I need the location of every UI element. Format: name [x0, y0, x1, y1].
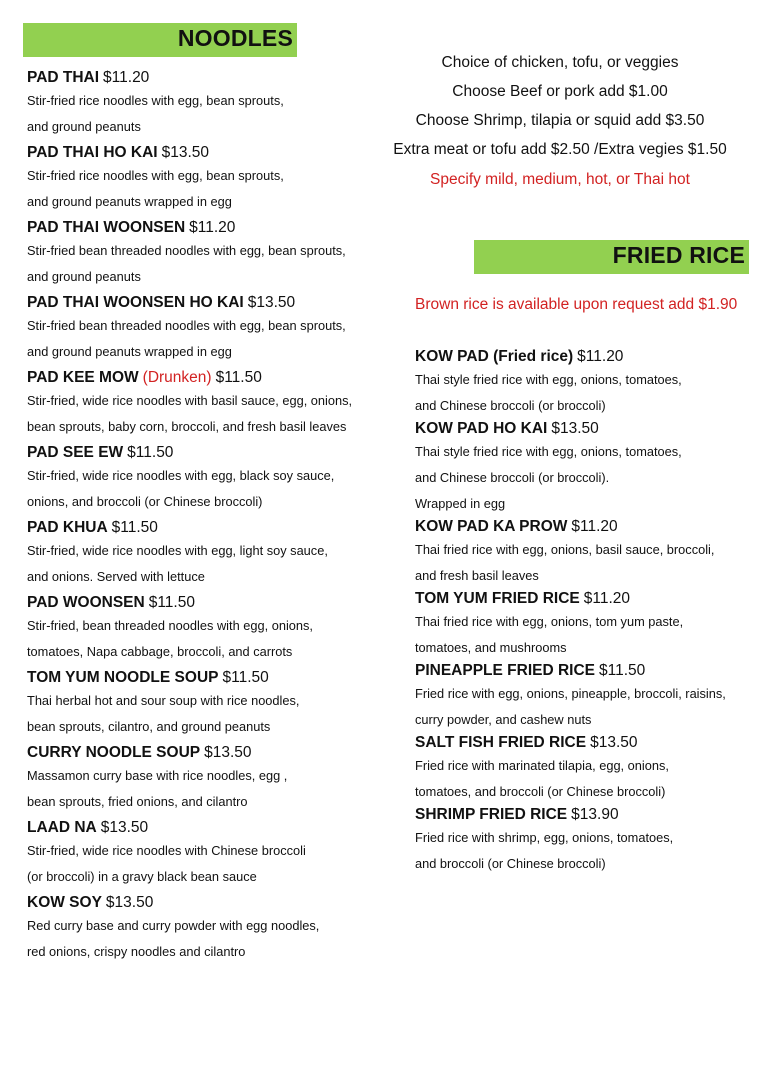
noodles-banner — [23, 23, 297, 57]
menu-item — [27, 668, 387, 740]
menu-item — [27, 818, 387, 890]
menu-item — [27, 893, 387, 965]
menu-item-price: $13.50 — [551, 420, 599, 437]
menu-item-description: Red curry base and curry powder with egg noodles, — [27, 918, 320, 933]
menu-item-price: $13.50 — [100, 819, 149, 836]
menu-item-description: curry powder, and cashew nuts — [415, 712, 592, 727]
menu-item-price: $11.20 — [103, 69, 150, 86]
menu-item-price: $11.50 — [222, 669, 269, 686]
menu-item-price: $11.20 — [583, 590, 631, 607]
menu-item-price: $13.50 — [590, 734, 638, 751]
menu-item-name: KOW PAD HO KAI — [415, 420, 548, 437]
menu-item — [27, 368, 387, 440]
menu-item-description: Stir-fried rice noodles with egg, bean sprouts, — [27, 168, 284, 183]
menu-item-description: Stir-fried, wide rice noodles with egg, black soy sauce, — [27, 468, 335, 483]
menu-item-title — [27, 593, 387, 613]
menu-item-description: Stir-fried bean threaded noodles with egg, bean sprouts, — [27, 243, 346, 258]
menu-item — [415, 517, 765, 589]
menu-item — [27, 218, 387, 290]
menu-item-description: Thai fried rice with egg, onions, tom yum paste, — [415, 614, 684, 629]
menu-item-description: tomatoes, Napa cabbage, broccoli, and carrots — [27, 644, 293, 659]
menu-item-description: and ground peanuts wrapped in egg — [27, 194, 232, 209]
menu-item-name: PAD WOONSEN — [27, 594, 145, 611]
menu-item — [415, 733, 765, 805]
menu-item-description: Stir-fried bean threaded noodles with egg, bean sprouts, — [27, 318, 346, 333]
fried-rice-banner — [474, 240, 749, 274]
menu-item-description: onions, and broccoli (or Chinese broccoli) — [27, 494, 263, 509]
menu-item-description: Thai style fried rice with egg, onions, tomatoes, — [415, 372, 682, 387]
menu-item-price: $13.90 — [571, 806, 619, 823]
menu-item — [415, 661, 765, 733]
menu-item-description: tomatoes, and broccoli (or Chinese broccoli) — [415, 784, 666, 799]
menu-item-price: $13.50 — [204, 744, 252, 761]
menu-item-price: $11.20 — [577, 348, 624, 365]
menu-item-name: PINEAPPLE FRIED RICE — [415, 662, 595, 679]
menu-item-name: SHRIMP FRIED RICE — [415, 806, 568, 823]
menu-item-description: (or broccoli) in a gravy black bean sauce — [27, 869, 257, 884]
menu-item-title — [27, 518, 387, 538]
menu-item-name: PAD SEE EW — [27, 444, 124, 461]
menu-item-description: Stir-fried, wide rice noodles with basil sauce, egg, onions, — [27, 393, 353, 408]
option-line-2: Choose Beef or pork add $1.00 — [452, 83, 668, 100]
menu-item-title — [27, 443, 387, 463]
menu-item — [27, 293, 387, 365]
menu-item-price: $11.50 — [111, 519, 158, 536]
menu-item-title — [415, 661, 765, 681]
menu-item-name: PAD THAI — [27, 69, 100, 86]
menu-item-name: KOW PAD (Fried rice) — [415, 348, 574, 365]
menu-item-description: Thai herbal hot and sour soup with rice noodles, — [27, 693, 300, 708]
menu-item — [415, 347, 765, 419]
menu-item-price: $13.50 — [247, 294, 296, 311]
menu-item-title — [27, 893, 387, 913]
menu-item-price: $11.20 — [189, 219, 236, 236]
menu-item-description: Stir-fried rice noodles with egg, bean sprouts, — [27, 93, 284, 108]
menu-item-description: and ground peanuts — [27, 119, 141, 134]
menu-item-tag: (Drunken) — [142, 369, 212, 386]
menu-item-price: $11.50 — [215, 369, 262, 386]
menu-item-title — [27, 218, 387, 238]
menu-item — [415, 589, 765, 661]
menu-item-name: PAD THAI WOONSEN — [27, 219, 186, 236]
menu-item-title — [415, 805, 765, 825]
menu-item-description: tomatoes, and mushrooms — [415, 640, 567, 655]
menu-item-description: bean sprouts, fried onions, and cilantro — [27, 794, 248, 809]
menu-item-name: PAD KHUA — [27, 519, 108, 536]
menu-item-description: Wrapped in egg — [415, 496, 506, 511]
menu-item-price: $11.50 — [148, 594, 195, 611]
menu-item-title — [415, 589, 765, 609]
menu-item-description: and fresh basil leaves — [415, 568, 539, 583]
menu-item — [27, 743, 387, 815]
menu-item-description: Fried rice with shrimp, egg, onions, tomatoes, — [415, 830, 674, 845]
menu-item — [27, 443, 387, 515]
menu-item-description: and Chinese broccoli (or broccoli). — [415, 470, 610, 485]
menu-item — [27, 68, 387, 140]
menu-item-title — [27, 668, 387, 688]
noodles-list — [27, 68, 387, 968]
menu-item-price: $11.20 — [571, 518, 618, 535]
menu-item-description: and ground peanuts — [27, 269, 141, 284]
menu-item-description: Massamon curry base with rice noodles, egg , — [27, 768, 288, 783]
menu-item-price: $13.50 — [161, 144, 210, 161]
menu-item-price: $11.50 — [599, 662, 646, 679]
menu-item-description: Stir-fried, wide rice noodles with egg, light soy sauce, — [27, 543, 328, 558]
menu-item-title — [27, 818, 387, 838]
menu-item — [27, 518, 387, 590]
menu-item-name: TOM YUM NOODLE SOUP — [27, 669, 219, 686]
menu-item-description: bean sprouts, baby corn, broccoli, and fresh basil leaves — [27, 419, 347, 434]
menu-item — [27, 593, 387, 665]
option-line-1: Choice of chicken, tofu, or veggies — [441, 54, 679, 71]
menu-item — [415, 419, 765, 517]
fried-rice-heading: FRIED RICE — [612, 242, 745, 268]
menu-item-name: KOW SOY — [27, 894, 102, 911]
menu-item-name: SALT FISH FRIED RICE — [415, 734, 587, 751]
menu-item-price: $13.50 — [105, 894, 154, 911]
menu-item-name: PAD THAI HO KAI — [27, 144, 158, 161]
menu-item-title — [415, 419, 765, 439]
menu-item-description: red onions, crispy noodles and cilantro — [27, 944, 246, 959]
menu-item-description: bean sprouts, cilantro, and ground peanuts — [27, 719, 271, 734]
option-line-4: Extra meat or tofu add $2.50 /Extra vegies $1.50 — [393, 141, 727, 158]
menu-item-description: Fried rice with egg, onions, pineapple, broccoli, raisins, — [415, 686, 726, 701]
noodles-heading: NOODLES — [177, 25, 293, 51]
menu-item — [27, 143, 387, 215]
menu-item-description: Stir-fried, wide rice noodles with Chinese broccoli — [27, 843, 306, 858]
menu-item-description: Fried rice with marinated tilapia, egg, onions, — [415, 758, 669, 773]
menu-item-title — [415, 733, 765, 753]
menu-item-description: and ground peanuts wrapped in egg — [27, 344, 232, 359]
menu-item-description: Thai style fried rice with egg, onions, tomatoes, — [415, 444, 682, 459]
spice-note: Specify mild, medium, hot, or Thai hot — [430, 171, 690, 188]
brown-rice-note: Brown rice is available upon request add $1.90 — [415, 296, 738, 313]
menu-item-title — [27, 293, 387, 313]
menu-item-price: $11.50 — [127, 444, 174, 461]
menu-item-description: and broccoli (or Chinese broccoli) — [415, 856, 606, 871]
menu-item-title — [27, 143, 387, 163]
menu-item-title — [27, 68, 387, 88]
menu-item-name: PAD THAI WOONSEN HO KAI — [27, 294, 244, 311]
menu-item-name: TOM YUM FRIED RICE — [415, 590, 580, 607]
menu-item-title — [27, 743, 387, 763]
menu-item-description: and Chinese broccoli (or broccoli) — [415, 398, 606, 413]
menu-item-name: CURRY NOODLE SOUP — [27, 744, 201, 761]
menu-item-title — [415, 517, 765, 537]
menu-item-title — [27, 368, 387, 388]
fried-rice-list — [415, 347, 765, 877]
menu-item-description: Stir-fried, bean threaded noodles with egg, onions, — [27, 618, 313, 633]
option-line-3: Choose Shrimp, tilapia or squid add $3.50 — [415, 112, 705, 129]
menu-item-description: and onions. Served with lettuce — [27, 569, 205, 584]
menu-item — [415, 805, 765, 877]
menu-item-title — [415, 347, 765, 367]
menu-item-name: KOW PAD KA PROW — [415, 518, 568, 535]
menu-item-description: Thai fried rice with egg, onions, basil sauce, broccoli, — [415, 542, 715, 557]
menu-item-name: LAAD NA — [27, 819, 97, 836]
menu-item-name: PAD KEE MOW — [27, 369, 139, 386]
